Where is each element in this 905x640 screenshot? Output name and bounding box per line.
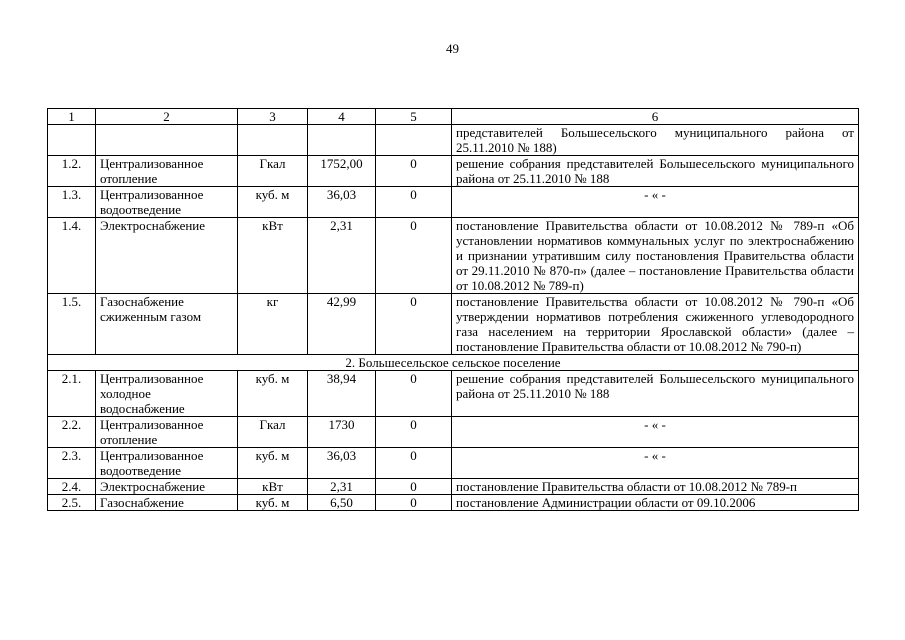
- column-5-value: 0: [376, 294, 452, 355]
- row-number: 2.2.: [48, 417, 96, 448]
- row-number: 2.1.: [48, 371, 96, 417]
- empty-cell: [48, 125, 96, 156]
- table-row: [48, 479, 859, 495]
- column-5-value: 0: [376, 187, 452, 218]
- table-row: [48, 371, 859, 417]
- header-cell: 2: [96, 109, 238, 125]
- unit: кВт: [238, 218, 308, 294]
- legal-basis: постановление Правительства области от 10.08.2012 № 789-п: [452, 479, 859, 495]
- legal-basis: постановление Правительства области от 10.08.2012 № 790-п «Об утверждении нормативов потребления сжиженного углеводородного газа населением на территории Ярославской области» (далее – постановление Правительства области от 10.08.2012 № 790-п): [452, 294, 859, 355]
- column-5-value: 0: [376, 218, 452, 294]
- column-5-value: 0: [376, 371, 452, 417]
- empty-cell: [308, 125, 376, 156]
- table-row: [48, 294, 859, 355]
- table-row: [48, 156, 859, 187]
- norm-value: 2,31: [308, 218, 376, 294]
- header-cell: 1: [48, 109, 96, 125]
- empty-cell: [96, 125, 238, 156]
- table-header-row: [48, 109, 859, 125]
- row-number: 2.3.: [48, 448, 96, 479]
- unit: Гкал: [238, 156, 308, 187]
- norms-table: [47, 108, 859, 511]
- service-name: Газоснабжение сжиженным газом: [96, 294, 238, 355]
- column-5-value: 0: [376, 448, 452, 479]
- norm-value: 36,03: [308, 448, 376, 479]
- legal-basis: постановление Правительства области от 10.08.2012 № 789-п «Об установлении нормативов коммунальных услуг по электроснабжению и признании утратившим силу постановления Правительства области от 29.11.2010 № 870-п» (далее – постановление Правительства области от 10.08.2012 № 789-п): [452, 218, 859, 294]
- unit: куб. м: [238, 448, 308, 479]
- service-name: Электроснабжение: [96, 479, 238, 495]
- table-row: [48, 187, 859, 218]
- table-row: [48, 495, 859, 511]
- row-number: 1.2.: [48, 156, 96, 187]
- service-name: Централизованное отопление: [96, 156, 238, 187]
- service-name: Газоснабжение: [96, 495, 238, 511]
- unit: куб. м: [238, 371, 308, 417]
- norm-value: 6,50: [308, 495, 376, 511]
- norm-value: 2,31: [308, 479, 376, 495]
- unit: Гкал: [238, 417, 308, 448]
- row-number: 2.4.: [48, 479, 96, 495]
- service-name: Централизованное отопление: [96, 417, 238, 448]
- row-number: 2.5.: [48, 495, 96, 511]
- carry-over-text: представителей Большесельского муниципального района от 25.11.2010 № 188): [452, 125, 859, 156]
- row-number: 1.5.: [48, 294, 96, 355]
- page-number: 49: [446, 41, 459, 56]
- unit: кВт: [238, 479, 308, 495]
- column-5-value: 0: [376, 156, 452, 187]
- row-number: 1.3.: [48, 187, 96, 218]
- table-row: [48, 448, 859, 479]
- legal-basis: - « -: [452, 187, 859, 218]
- service-name: Централизованное водоотведение: [96, 448, 238, 479]
- carry-over-row: [48, 125, 859, 156]
- header-cell: 4: [308, 109, 376, 125]
- column-5-value: 0: [376, 417, 452, 448]
- unit: куб. м: [238, 495, 308, 511]
- section-row: [48, 355, 859, 371]
- table-row: [48, 218, 859, 294]
- legal-basis: - « -: [452, 417, 859, 448]
- service-name: Электроснабжение: [96, 218, 238, 294]
- row-number: 1.4.: [48, 218, 96, 294]
- column-5-value: 0: [376, 495, 452, 511]
- norm-value: 1730: [308, 417, 376, 448]
- section-title: 2. Большесельское сельское поселение: [48, 355, 859, 371]
- unit: кг: [238, 294, 308, 355]
- norm-value: 42,99: [308, 294, 376, 355]
- norm-value: 38,94: [308, 371, 376, 417]
- norm-value: 36,03: [308, 187, 376, 218]
- service-name: Централизованное водоотведение: [96, 187, 238, 218]
- service-name: Централизованное холодное водоснабжение: [96, 371, 238, 417]
- legal-basis: решение собрания представителей Большесельского муниципального района от 25.11.2010 № 188: [452, 371, 859, 417]
- legal-basis: постановление Администрации области от 09.10.2006: [452, 495, 859, 511]
- legal-basis: - « -: [452, 448, 859, 479]
- header-cell: 6: [452, 109, 859, 125]
- empty-cell: [238, 125, 308, 156]
- header-cell: 3: [238, 109, 308, 125]
- empty-cell: [376, 125, 452, 156]
- header-cell: 5: [376, 109, 452, 125]
- column-5-value: 0: [376, 479, 452, 495]
- legal-basis: решение собрания представителей Большесельского муниципального района от 25.11.2010 № 188: [452, 156, 859, 187]
- unit: куб. м: [238, 187, 308, 218]
- norm-value: 1752,00: [308, 156, 376, 187]
- table-row: [48, 417, 859, 448]
